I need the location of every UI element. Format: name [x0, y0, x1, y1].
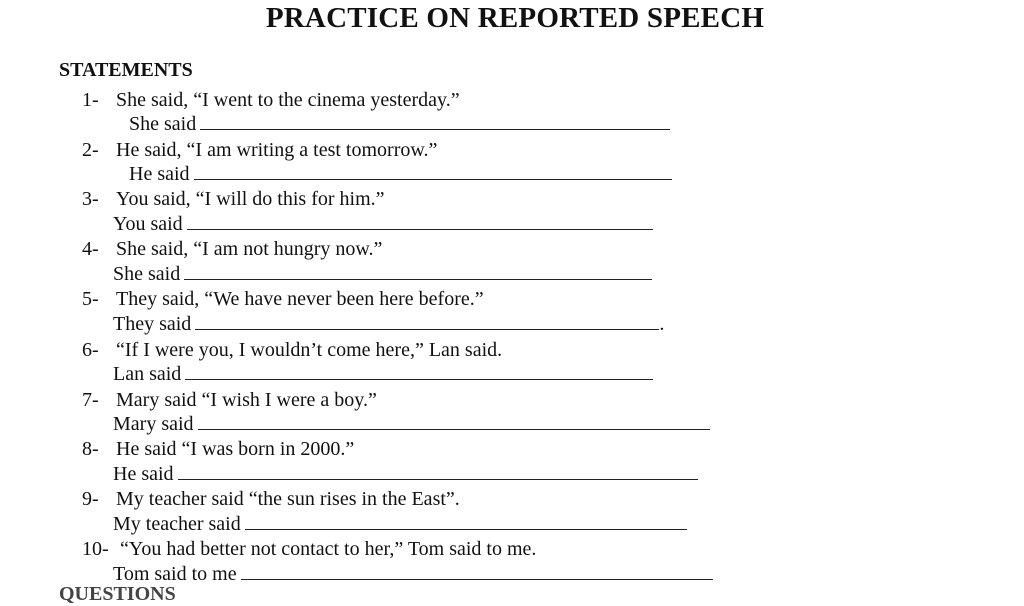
answer-blank[interactable]: [178, 464, 698, 480]
exercise-item-1-answer: [129, 112, 670, 136]
item-number: 4-: [82, 238, 99, 260]
exercise-item-10-answer: [113, 562, 713, 586]
exercise-item-9-direct: [82, 487, 460, 511]
exercise-item-4-direct: [82, 237, 382, 261]
direct-speech: Mary said “I wish I were a boy.”: [116, 389, 377, 411]
answer-blank[interactable]: [198, 414, 710, 430]
direct-speech: She said, “I am not hungry now.”: [116, 238, 383, 260]
answer-blank[interactable]: [200, 114, 670, 130]
exercise-item-3-answer: [113, 212, 653, 236]
direct-speech: He said, “I am writing a test tomorrow.”: [116, 139, 438, 161]
direct-speech: He said “I was born in 2000.”: [116, 438, 355, 460]
exercise-item-3-direct: [82, 187, 385, 211]
answer-prompt: They said: [113, 313, 192, 335]
item-number: 1-: [82, 89, 99, 111]
answer-blank[interactable]: [245, 514, 687, 530]
answer-prompt: My teacher said: [113, 513, 241, 535]
exercise-item-8-direct: [82, 437, 354, 461]
answer-prompt: He said: [129, 163, 190, 185]
exercise-item-9-answer: [113, 512, 687, 536]
item-number: 7-: [82, 389, 99, 411]
exercise-item-2-answer: [129, 162, 672, 186]
direct-speech: “You had better not contact to her,” Tom said to me.: [120, 538, 537, 560]
exercise-item-7-direct: [82, 388, 377, 412]
exercise-item-8-answer: [113, 462, 698, 486]
item-number: 2-: [82, 139, 99, 161]
next-section-heading-partial: QUESTIONS: [59, 583, 176, 605]
exercise-item-7-answer: [113, 412, 710, 436]
exercise-item-5-direct: [82, 287, 484, 311]
exercise-item-2-direct: [82, 138, 437, 162]
answer-blank[interactable]: [194, 164, 672, 180]
item-number: 8-: [82, 438, 99, 460]
answer-prompt: Mary said: [113, 413, 194, 435]
answer-blank[interactable]: [195, 314, 659, 330]
answer-blank[interactable]: [187, 214, 653, 230]
item-number: 6-: [82, 339, 99, 361]
section-heading-statements: STATEMENTS: [59, 59, 193, 81]
answer-prompt: He said: [113, 463, 174, 485]
answer-prompt: Tom said to me: [113, 563, 237, 585]
answer-prompt: Lan said: [113, 363, 182, 385]
exercise-item-5-answer: [113, 312, 664, 336]
trailing-period: .: [659, 313, 665, 335]
direct-speech: My teacher said “the sun rises in the East”.: [116, 488, 460, 510]
exercise-item-6-answer: [113, 362, 653, 386]
answer-blank[interactable]: [184, 264, 652, 280]
item-number: 3-: [82, 188, 99, 210]
item-number: 5-: [82, 288, 99, 310]
direct-speech: “If I were you, I wouldn’t come here,” Lan said.: [116, 339, 503, 361]
answer-prompt: She said: [113, 263, 181, 285]
exercise-item-4-answer: [113, 262, 652, 286]
direct-speech: You said, “I will do this for him.”: [116, 188, 385, 210]
answer-blank[interactable]: [241, 564, 713, 580]
exercise-item-10-direct: [82, 537, 536, 561]
exercise-item-1-direct: [82, 88, 460, 112]
direct-speech: She said, “I went to the cinema yesterday.”: [116, 89, 460, 111]
answer-prompt: She said: [129, 113, 197, 135]
answer-blank[interactable]: [185, 364, 653, 380]
direct-speech: They said, “We have never been here before.”: [116, 288, 484, 310]
answer-prompt: You said: [113, 213, 183, 235]
item-number: 9-: [82, 488, 99, 510]
exercise-item-6-direct: [82, 338, 502, 362]
item-number: 10-: [82, 538, 109, 560]
page-title: PRACTICE ON REPORTED SPEECH: [265, 2, 765, 34]
